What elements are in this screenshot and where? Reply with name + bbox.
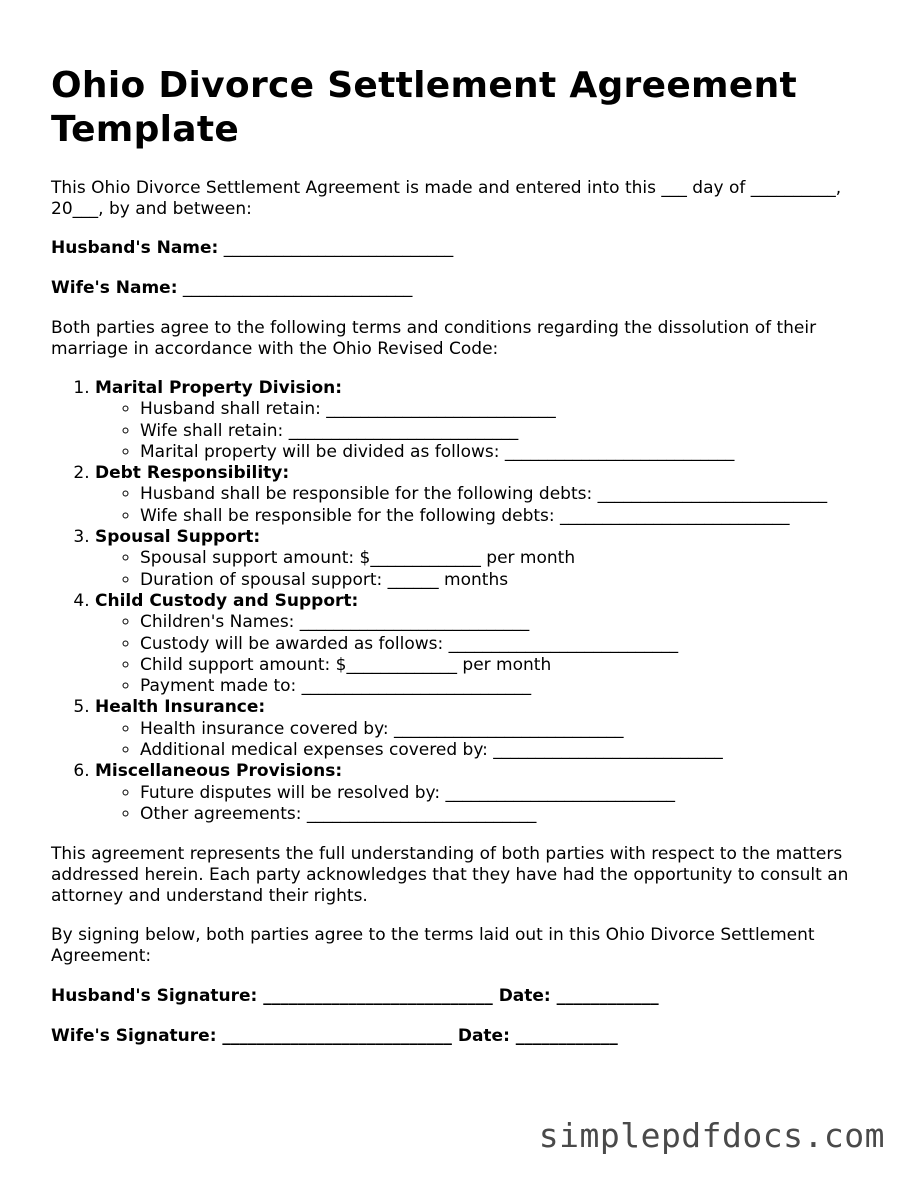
section-title: Health Insurance: [95,697,266,718]
list-item: ◦ Payment made to: ___________________________ [140,676,881,697]
list-item: ◦ Future disputes will be resolved by: ___________________________ [140,783,881,804]
document-page [51,64,881,1066]
document-title: Ohio Divorce Settlement Agreement Template [51,65,798,150]
terms-intro-paragraph: Both parties agree to the following terms and conditions regarding the dissolution of their marriage in accordance with the Ohio Revised Code: [51,318,817,359]
section-miscellaneous [95,761,881,825]
list-item: ◦ Spousal support amount: $_____________ per month [140,548,881,569]
section-spousal-support [95,527,881,591]
wife-name-label: Wife's Name: [51,278,178,298]
list-item: ◦ Custody will be awarded as follows: ___________________________ [140,634,881,655]
section-child-custody [95,591,881,697]
list-item: ◦ Wife shall be responsible for the following debts: ___________________________ [140,506,881,527]
section-title: Spousal Support: [95,527,261,548]
closing-paragraph: This agreement represents the full understanding of both parties with respect to the matters addressed herein. Each party acknowledges that they have had the opportunity to consult an attorney and understand their rights. [51,844,849,907]
list-item: ◦ Other agreements: ___________________________ [140,804,881,825]
list-item: ◦ Child support amount: $_____________ per month [140,655,881,676]
husband-signature-line: Husband's Signature: ___________________________ Date: ____________ [51,986,659,1007]
intro-paragraph: This Ohio Divorce Settlement Agreement is made and entered into this ___ day of __________, 20___, by and between: [51,178,842,219]
husband-name-label: Husband's Name: [51,238,219,258]
watermark-footer: simplepdfdocs.com [538,1116,885,1155]
list-item: ◦ Additional medical expenses covered by: ___________________________ [140,740,881,761]
list-item: ◦ Husband shall be responsible for the following debts: ___________________________ [140,484,881,505]
signing-intro-paragraph: By signing below, both parties agree to the terms laid out in this Ohio Divorce Settlement Agreement: [51,925,815,967]
section-title: Debt Responsibility: [95,463,290,484]
list-item: ◦ Wife shall retain: ___________________________ [140,421,881,442]
wife-name-field [51,278,881,299]
section-title: Miscellaneous Provisions: [95,761,343,782]
husband-name-blank: ___________________________ [223,238,454,258]
list-item: ◦ Health insurance covered by: ___________________________ [140,719,881,740]
list-item: ◦ Duration of spousal support: ______ months [140,570,881,591]
section-title: Marital Property Division: [95,378,343,398]
list-item: ◦ Husband shall retain: ___________________________ [140,399,881,420]
agreement-sections [51,378,881,825]
list-item: ◦ Children's Names: ___________________________ [140,612,881,633]
section-debt-responsibility [95,463,881,527]
wife-signature-line: Wife's Signature: ___________________________ Date: ____________ [51,1026,618,1047]
husband-name-field [51,238,881,259]
wife-name-blank: ___________________________ [182,278,413,298]
list-item: ◦ Marital property will be divided as follows: ___________________________ [140,442,881,463]
section-health-insurance [95,697,881,761]
section-marital-property [95,378,881,463]
section-title: Child Custody and Support: [95,590,359,611]
